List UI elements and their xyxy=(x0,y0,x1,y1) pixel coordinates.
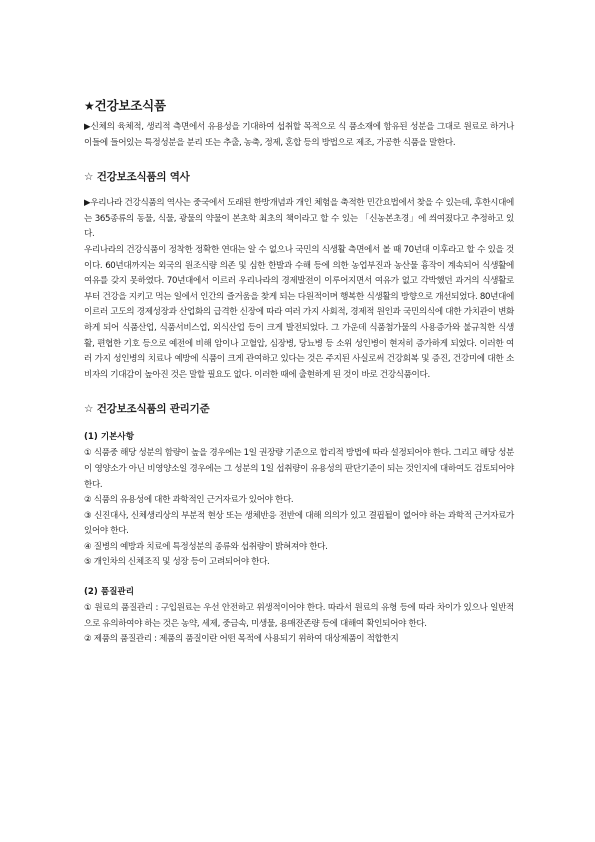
management-heading xyxy=(84,401,514,416)
basics-item-3: ③ 신진대사, 신체생리상의 부분적 현상 또는 생체반응 전반에 대해 의의가 있고 결핍될이 없어야 하는 과학적 근거자료가 있어야 한다. xyxy=(84,510,514,537)
basics-subheading: (1) 기본사항 xyxy=(84,432,135,443)
management-heading-text: 건강보조식품의 관리기준 xyxy=(96,403,210,416)
history-heading xyxy=(84,169,514,184)
document-title xyxy=(84,96,514,114)
document-title-text: 건강보조식품 xyxy=(94,98,166,113)
basics-item-1: ① 식품중 해당 성분의 함량이 높을 경우에는 1일 권장량 기준으로 합리적 방법에 따라 설정되어야 한다. 그리고 해당 성분이 영양소가 아닌 비영양소일 경우에는 그 성분의 1일 섭취량이 유용성의 판단기준이 되는 것인지에 대하여도 검토되어야 한다. xyxy=(84,448,514,490)
quality-item-1: ① 원료의 품질관리 : 구입원료는 우선 안전하고 위생적이어야 한다. 따라서 원료의 유형 등에 따라 차이가 있으나 일반적으로 유의하여야 하는 것은 농약, 세제, 중금속, 미생물, 용매잔존량 등에 대해여 확인되어야 한다. xyxy=(84,603,514,629)
outline-star-icon: ☆ xyxy=(84,171,94,184)
history-paragraph-1: ▶우리나라 건강식품의 역사는 중국에서 도래된 한방개념과 개인 체험을 축적한 민간요법에서 찾을 수 있는데, 후한시대에는 365종류의 동물, 식물, 광물의 약물이 본초학 최초의 책이라고 할 수 있는 「신농본초경」에 씌여졌다고 추정하고 있다. xyxy=(84,198,514,240)
definition-paragraph: ▶신체의 육체적, 생리적 측면에서 유용성을 기대하여 섭취할 목적으로 식 품소재에 함유된 성분을 그대로 원료로 하거나 이들에 들어있는 특정성분을 분리 또는 추출, 농축, 정제, 혼합 등의 방법으로 제조, 가공한 식품을 말한다. xyxy=(84,122,514,148)
history-heading-text: 건강보조식품의 역사 xyxy=(96,171,190,184)
outline-star-icon: ☆ xyxy=(84,403,94,416)
history-paragraph-2: 우리나라의 건강식품이 정착한 정확한 연대는 알 수 없으나 국민의 식생활 측면에서 볼 때 70년대 이후라고 할 수 있을 것이다. 60년대까지는 외국의 원조식량 의존 및 심한 한발과 수해 등에 의한 농업부진과 농산물 흉작이 계속되어 식생활에 여유를 갖지 못하였다. 70년대에서 이르러 우리나라의 경제발전이 이루어지면서 여유가 없고 각박했던 과거의 식생활로부터 건강을 지키고 먹는 일에서 인간의 즐거움을 찾게 되는 다원적이며 행복한 식생활의 방향으로 개선되었다. 80년대에 이르러 고도의 경제성장과 산업화의 급격한 신장에 따라 여러 가지 사회적, 경제적 원인과 국민의식에 대한 가치관이 변화하게 되어 식품산업, 식품서비스업, 외식산업 등이 크게 발전되었다. 그 가운데 식품첨가물의 사용증가와 불규칙한 식생활, 편협한 기호 등으로 예전에 비해 암이나 고혈압, 심장병, 당뇨병 등 소위 성인병이 현저히 증가하게 되었다. 이러한 여러 가지 성인병의 치료나 예방에 식품이 크게 관여하고 있다는 것은 주지된 사실로써 건강회복 및 증진, 건강미에 대한 소비자의 기대감이 높아진 것은 말할 필요도 없다. 이러한 때에 출현하게 된 것이 바로 건강식품이다. xyxy=(84,244,514,380)
filled-star-icon: ★ xyxy=(84,99,95,113)
quality-item-2: ② 제품의 품질관리 : 제품의 품질이란 어떤 목적에 사용되기 위하여 대상제품이 적합한지 xyxy=(84,634,399,645)
basics-item-5: ⑤ 개인차의 신체조직 및 성장 등이 고려되어야 한다. xyxy=(84,557,270,568)
document-body xyxy=(84,96,514,648)
quality-subheading: (2) 품질관리 xyxy=(84,587,135,598)
basics-item-4: ④ 질병의 예방과 치료에 특정성분의 종류와 섭취량이 밝혀져야 한다. xyxy=(84,541,328,552)
basics-item-2: ② 식품의 유용성에 대한 과학적인 근거자료가 있어야 한다. xyxy=(84,495,294,506)
